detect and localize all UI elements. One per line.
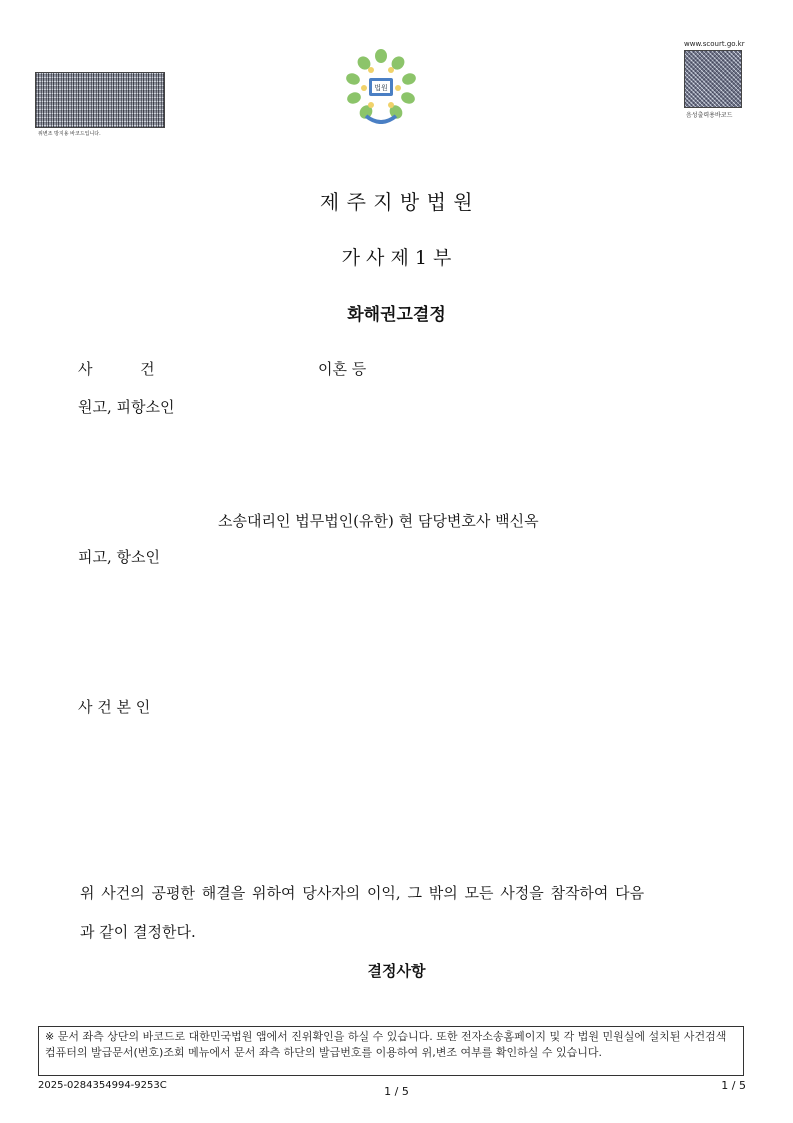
decision-body-line-2: 과 같이 결정한다. <box>80 923 196 941</box>
court-name: 제 주 지 방 법 원 <box>319 190 474 214</box>
emblem-label: 법원 <box>374 84 388 92</box>
voice-output-barcode-caption: 음성출력용바코드 <box>686 112 733 119</box>
document-title: 화해권고결정 <box>347 305 446 325</box>
court-division: 가 사 제 1 부 <box>341 247 452 269</box>
defendant-label: 피고, 항소인 <box>78 548 160 566</box>
case-label: 사 건 <box>78 360 155 378</box>
authenticity-barcode-caption: 위변조 방지용 바코드입니다. <box>38 131 101 137</box>
decision-body-line-1: 위 사건의 공평한 해결을 위하여 당사자의 이익, 그 밖의 모든 사정을 참작하여 다음 <box>80 884 645 902</box>
decision-items-heading: 결정사항 <box>367 962 426 980</box>
court-website-url: www.scourt.go.kr <box>684 40 745 48</box>
voice-output-barcode <box>684 50 742 108</box>
issue-number: 2025-0284354994-9253C <box>38 1080 167 1091</box>
page-number-center: 1 / 5 <box>384 1085 409 1098</box>
case-value: 이혼 등 <box>318 360 367 378</box>
authenticity-barcode <box>35 72 165 128</box>
plaintiff-label: 원고, 피항소인 <box>78 398 175 416</box>
case-principal-label: 사 건 본 인 <box>78 698 151 716</box>
legal-representative: 소송대리인 법무법인(유한) 현 담당변호사 백신옥 <box>218 512 539 530</box>
page-number-right: 1 / 5 <box>721 1079 746 1092</box>
verification-notice: ※ 문서 좌측 상단의 바코드로 대한민국법원 앱에서 진위확인을 하실 수 있습니다. 또한 전자소송홈페이지 및 각 법원 민원실에 설치된 사건검색 컴퓨터의 발급문서(번호)조회 메뉴에서 문서 좌측 하단의 발급번호를 이용하여 위,변조 여부를 확인하실 수 있습니다. <box>38 1026 744 1076</box>
